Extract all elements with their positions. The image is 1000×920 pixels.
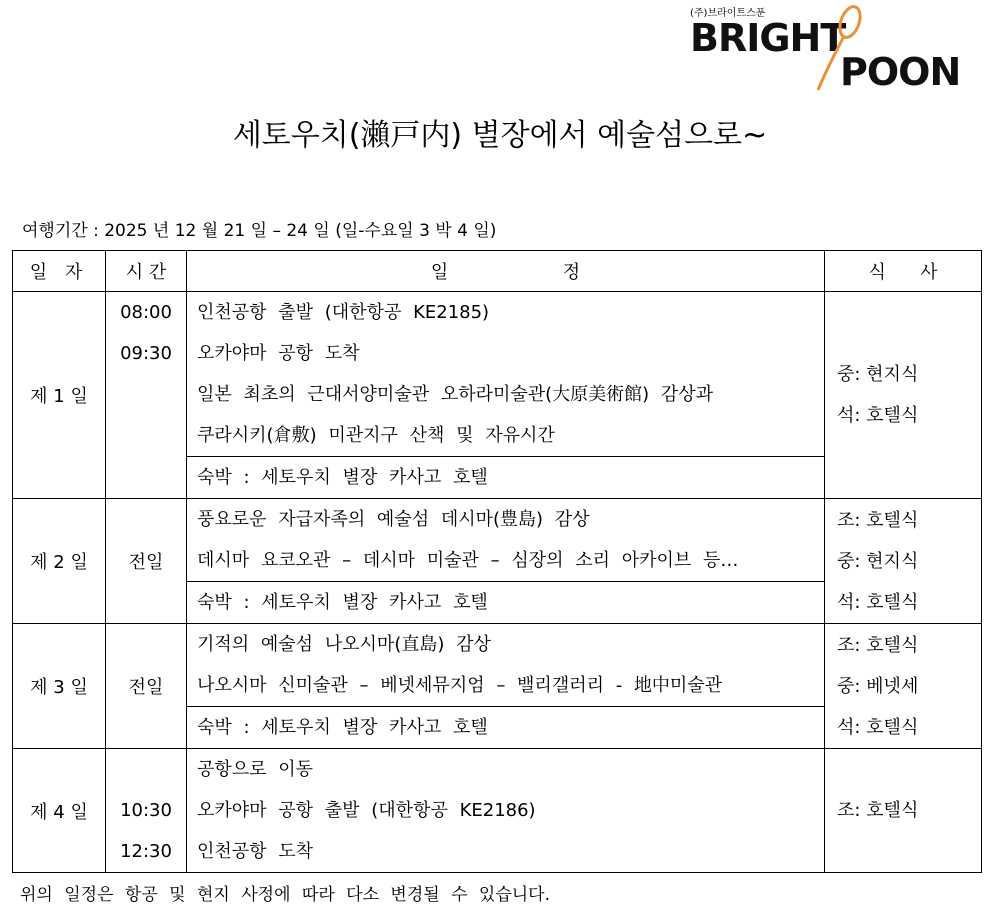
meal-item: 조: 호텔식 (837, 509, 919, 531)
meal-cell (825, 749, 982, 873)
time-value: 08:00 (120, 302, 172, 323)
time-value: 전일 (106, 499, 187, 624)
time-value (106, 749, 186, 790)
time-value: 09:30 (120, 343, 172, 364)
header-plan: 일 정 (187, 251, 825, 292)
plan-item: 오카야마 공항 출발 (대한항공 KE2186) (197, 800, 536, 821)
plan-item: 공항으로 이동 (197, 759, 314, 780)
table-row (13, 292, 982, 457)
stay-info: 숙박 : 세토우치 별장 카사고 호텔 (197, 592, 488, 613)
plan-item: 일본 최초의 근대서양미술관 오하라미술관(大原美術館) 감상과 (197, 384, 714, 405)
plan-item: 나오시마 신미술관 – 베넷세뮤지엄 – 밸리갤러리 - 地中미술관 (197, 675, 723, 696)
meal-item: 조: 호텔식 (837, 634, 919, 656)
time-value: 전일 (106, 624, 187, 749)
schedule-table (12, 250, 982, 873)
table-row (13, 749, 982, 873)
time-value: 10:30 (120, 800, 172, 821)
day-label: 제 4 일 (13, 749, 106, 873)
day-label: 제 3 일 (13, 624, 106, 749)
header-time: 시 간 (106, 251, 187, 292)
meal-item: 조: 호텔식 (837, 800, 919, 821)
plan-cell (187, 624, 825, 707)
day-label: 제 1 일 (13, 292, 106, 499)
page-title: 세토우치(瀨戸内) 별장에서 예술섬으로~ (232, 118, 768, 153)
table-row (13, 624, 982, 707)
logo-company-name: (주)브라이트스푼 (690, 8, 766, 19)
travel-period: 여행기간 : 2025 년 12 월 21 일 – 24 일 (일-수요일 3 박 4 일) (22, 221, 497, 241)
header-day: 일 자 (13, 251, 106, 292)
plan-item: 데시마 요코오관 – 데시마 미술관 – 심장의 소리 아카이브 등… (197, 550, 739, 571)
footnote: 위의 일정은 항공 및 현지 사정에 따라 다소 변경될 수 있습니다. (20, 885, 550, 905)
logo-word-poon: POON (840, 50, 961, 94)
stay-cell (187, 457, 825, 499)
table-header-row (13, 251, 982, 292)
table-row (13, 499, 982, 582)
plan-item: 풍요로운 자급자족의 예술섬 데시마(豊島) 감상 (197, 509, 590, 530)
meal-item: 중: 베넷세 (837, 675, 919, 697)
plan-cell (187, 749, 825, 873)
header-meal: 식 사 (825, 251, 982, 292)
stay-cell (187, 707, 825, 749)
meal-item: 석: 호텔식 (837, 405, 919, 426)
stay-cell (187, 582, 825, 624)
meal-item: 중: 현지식 (837, 364, 919, 385)
plan-item: 기적의 예술섬 나오시마(直島) 감상 (197, 634, 491, 655)
meal-item: 석: 호텔식 (837, 716, 919, 738)
plan-cell (187, 499, 825, 582)
plan-item: 쿠라시키(倉敷) 미관지구 산책 및 자유시간 (197, 425, 555, 446)
plan-cell (187, 292, 825, 457)
time-value: 12:30 (120, 841, 172, 862)
meal-item: 석: 호텔식 (837, 591, 919, 613)
plan-item: 인천공항 출발 (대한항공 KE2185) (197, 302, 490, 323)
time-cell (106, 292, 187, 499)
meal-cell (825, 499, 982, 624)
meal-cell (825, 292, 982, 499)
company-logo (690, 4, 980, 94)
plan-item: 오카야마 공항 도착 (197, 343, 360, 364)
plan-item: 인천공항 도착 (197, 841, 314, 862)
logo-word-bright: BRIGHT (690, 16, 846, 60)
day-label: 제 2 일 (13, 499, 106, 624)
time-cell (106, 749, 187, 873)
stay-info: 숙박 : 세토우치 별장 카사고 호텔 (197, 467, 488, 488)
meal-item: 중: 현지식 (837, 550, 919, 572)
stay-info: 숙박 : 세토우치 별장 카사고 호텔 (197, 717, 488, 738)
meal-cell (825, 624, 982, 749)
